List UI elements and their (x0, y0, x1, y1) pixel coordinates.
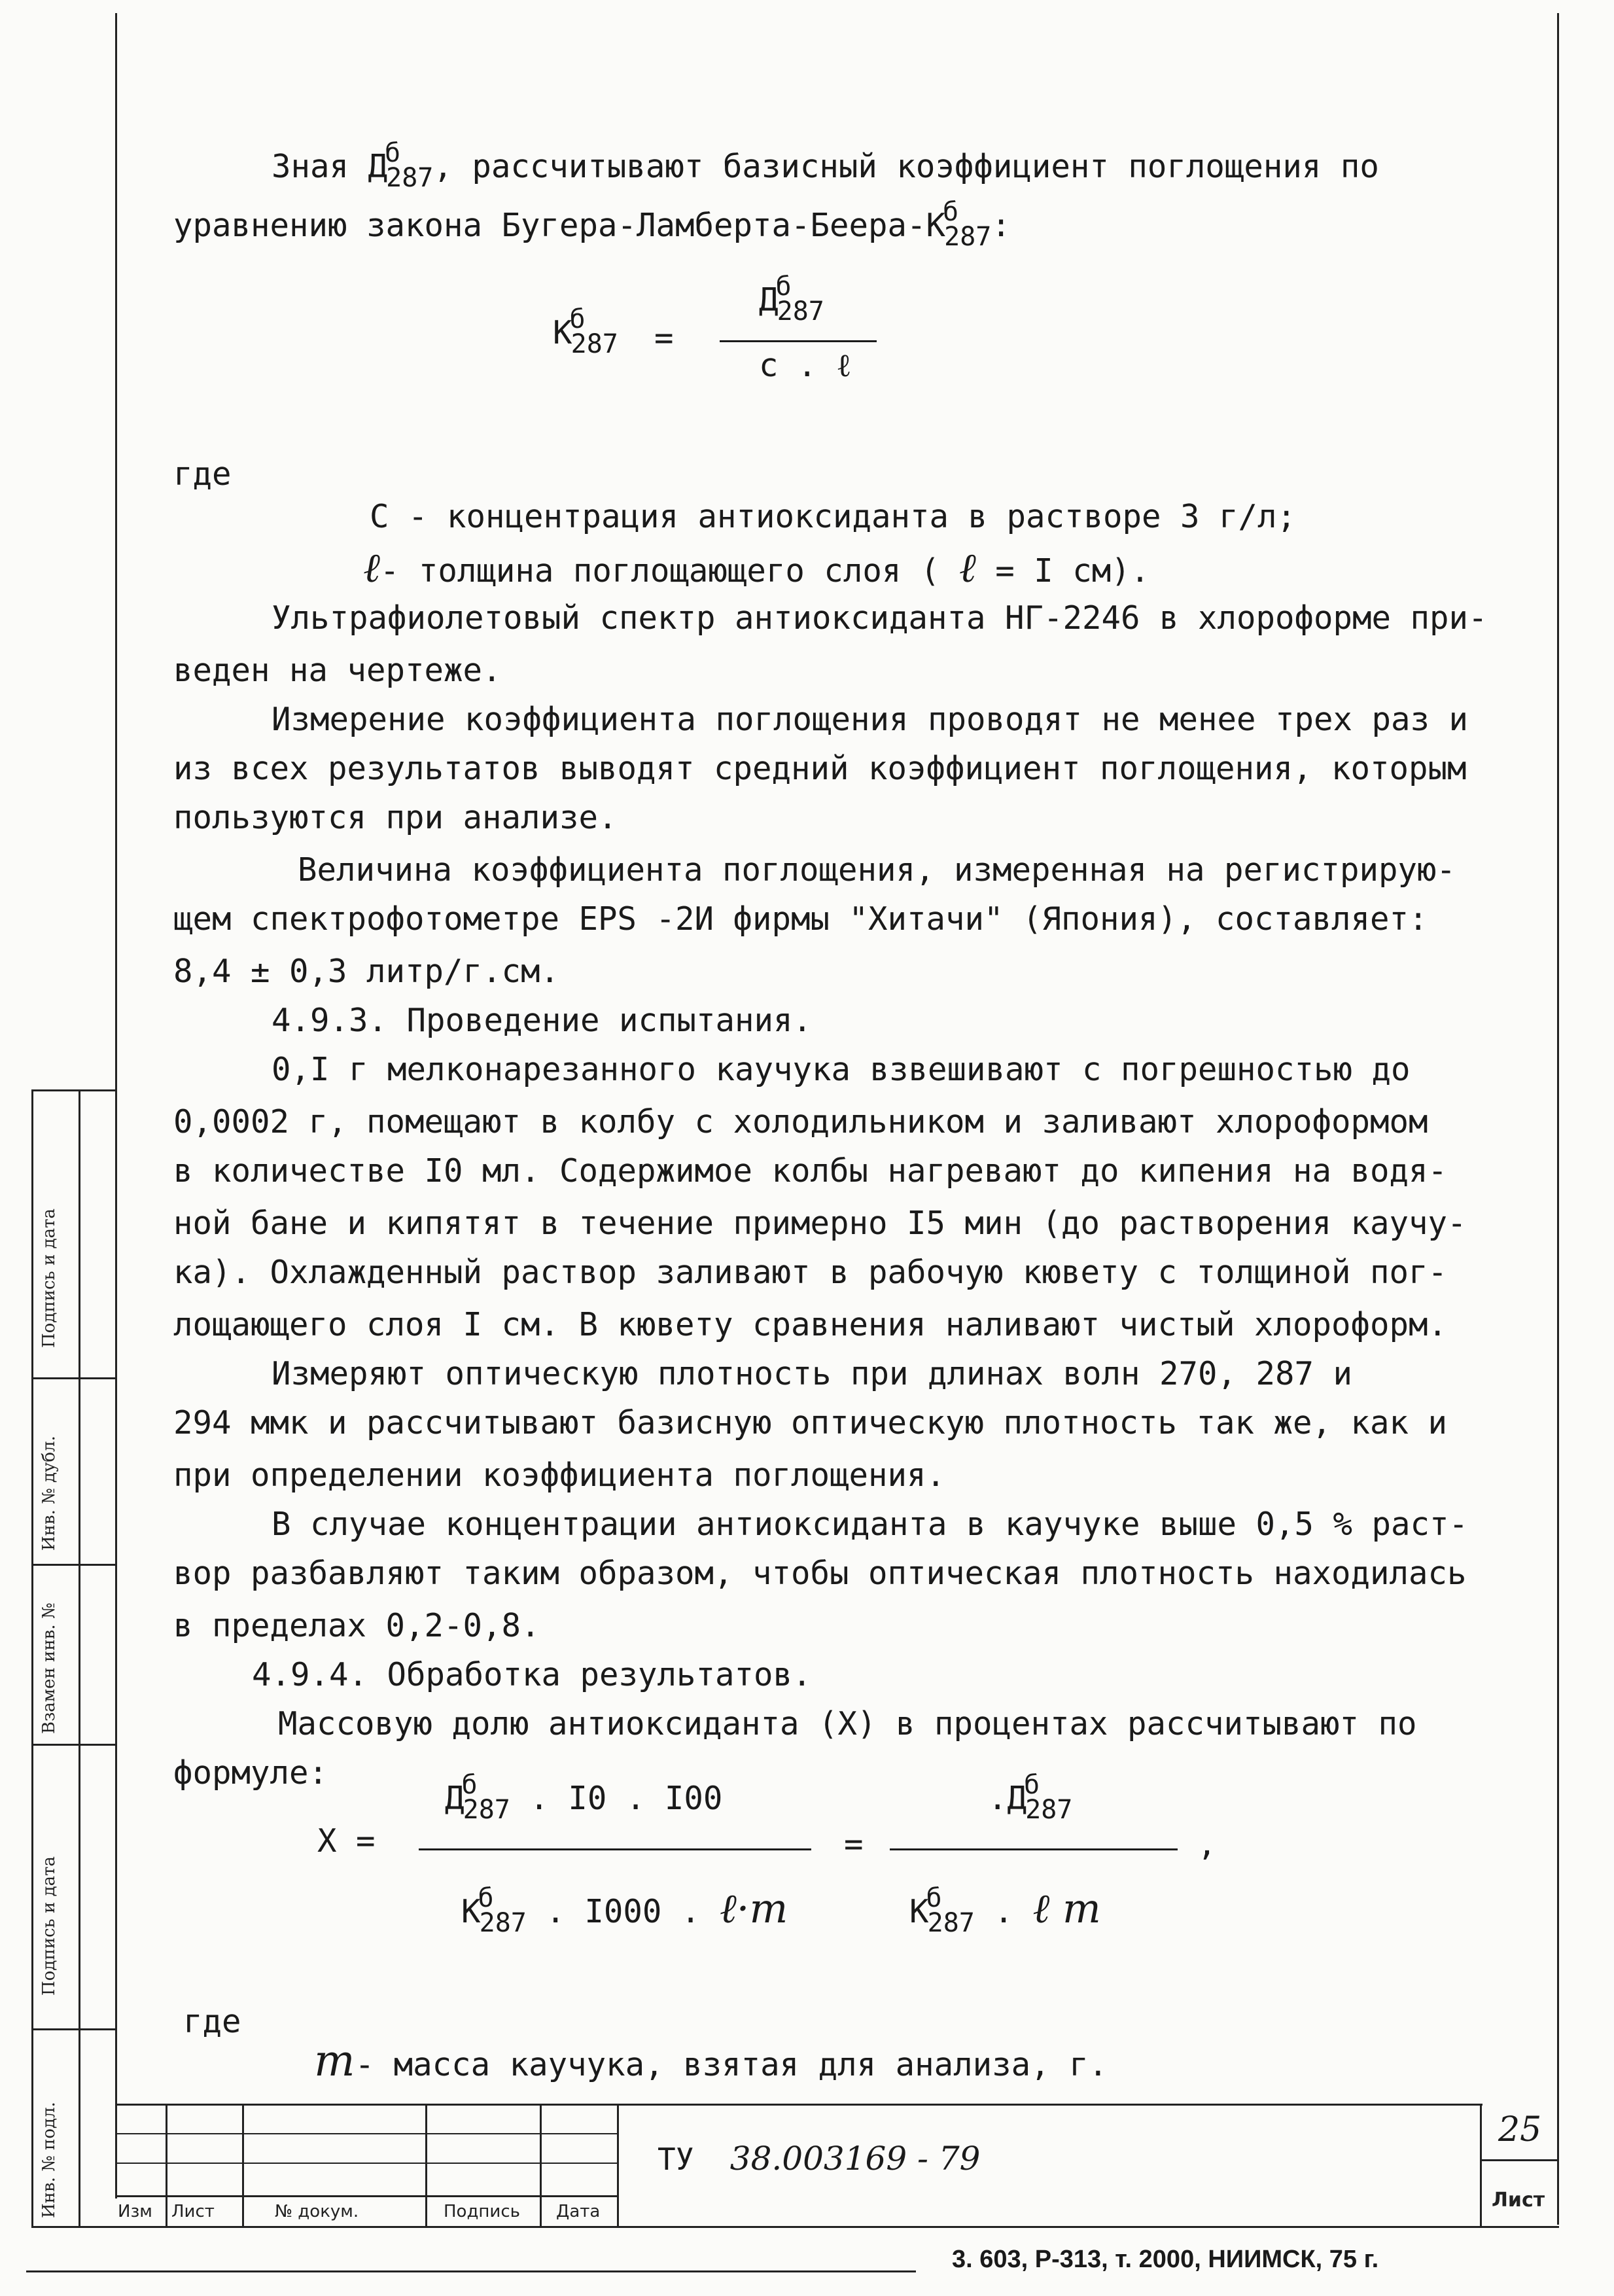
para-line: пользуются при анализе. (173, 799, 618, 836)
sheet-label: Лист (1492, 2189, 1545, 2212)
para-line: ка). Охлажденный раствор заливают в рабочую кювету с толщиной пог- (173, 1254, 1448, 1291)
para-line: ной бане и кипятят в течение примерно I5 мин (до растворения каучу- (173, 1205, 1467, 1242)
print-info-rule (26, 2270, 916, 2272)
para-line: Зная $Д^б_{287}$, рассчитывают базисный коэффициент поглощения по (272, 138, 1379, 193)
side-label-signature-2: Подпись и дата (39, 1856, 59, 1996)
right-margin-line (1557, 13, 1559, 2225)
section-heading: 4.9.4. Обработка результатов. (252, 1656, 812, 1693)
side-label-dup-inv: Инв. № дубл. (39, 1436, 59, 1551)
para-line: Ультрафиолетовый спектр антиоксиданта НГ-2246 в хлороформе при- (272, 599, 1488, 637)
para-line: 0,I г мелконарезанного каучука взвешивают с погрешностью до (272, 1051, 1411, 1088)
definition-c: С - концентрация антиоксиданта в растворе 3 г/л; (370, 498, 1297, 535)
para-line: щем спектрофотометре ЕPS -2И фирмы "Хитачи" (Япония), составляет: (173, 900, 1428, 938)
col-change: Изм (118, 2202, 152, 2221)
para-line: лощающего слоя I см. В кювету сравнения наливают чистый хлороформ. (173, 1306, 1448, 1343)
sheet-number: 25 (1498, 2110, 1542, 2149)
col-date: Дата (556, 2202, 601, 2221)
para-line: Измерение коэффициента поглощения проводят не менее трех раз и (272, 701, 1469, 738)
para-line: В случае концентрации антиоксиданта в каучуке выше 0,5 % раст- (272, 1506, 1469, 1543)
para-line: Массовую долю антиоксиданта (Х) в процентах рассчитывают по (278, 1705, 1417, 1742)
para-line: формуле: (173, 1754, 328, 1792)
para-line: при определении коэффициента поглощения. (173, 1457, 946, 1494)
section-heading: 4.9.3. Проведение испытания. (272, 1002, 813, 1039)
where-label: где (183, 2003, 241, 2040)
para-line: в пределах 0,2-0,8. (173, 1607, 540, 1644)
col-doc: № докум. (275, 2202, 359, 2221)
para-line: в количестве I0 мл. Содержимое колбы нагревают до кипения на водя- (173, 1152, 1448, 1190)
margin-line (115, 13, 117, 2199)
para-line: Величина коэффициента поглощения, измеренная на регистрирую- (298, 851, 1456, 889)
para-line: вор разбавляют таким образом, чтобы оптическая плотность находилась (173, 1555, 1467, 1592)
para-line: веден на чертеже. (173, 652, 502, 689)
side-label-replace-inv: Взамен инв. № (39, 1602, 59, 1734)
definition-l: ℓ- толщина поглощающего слоя ( ℓ = I см). (363, 544, 1150, 592)
para-line: 0,0002 г, помещают в колбу с холодильником и заливают хлороформом (173, 1103, 1428, 1140)
side-label-signature-1: Подпись и дата (39, 1209, 59, 1348)
print-info: 3. 603, Р-313, т. 2000, НИИМСК, 75 г. (952, 2246, 1379, 2273)
para-line: 8,4 ± 0,3 литр/г.см. (173, 953, 560, 990)
doc-code: ТУ 38.003169 - 79 (658, 2140, 981, 2178)
definition-m: m- масса каучука, взятая для анализа, г. (314, 2036, 1108, 2086)
para-line: уравнению закона Бугера-$Ламберта-Беера-К^б_{287}$: (173, 197, 1011, 252)
where-label: где (173, 455, 232, 493)
side-label-orig-inv: Инв. № подл. (39, 2102, 59, 2218)
col-signature: Подпись (444, 2202, 520, 2221)
para-line: Измеряют оптическую плотность при длинах волн 270, 287 и (272, 1355, 1353, 1392)
col-sheet: Лист (171, 2202, 215, 2221)
para-line: из всех результатов выводят средний коэффициент поглощения, которым (173, 750, 1467, 787)
para-line: 294 ммк и рассчитывают базисную оптическую плотность так же, как и (173, 1404, 1448, 1441)
